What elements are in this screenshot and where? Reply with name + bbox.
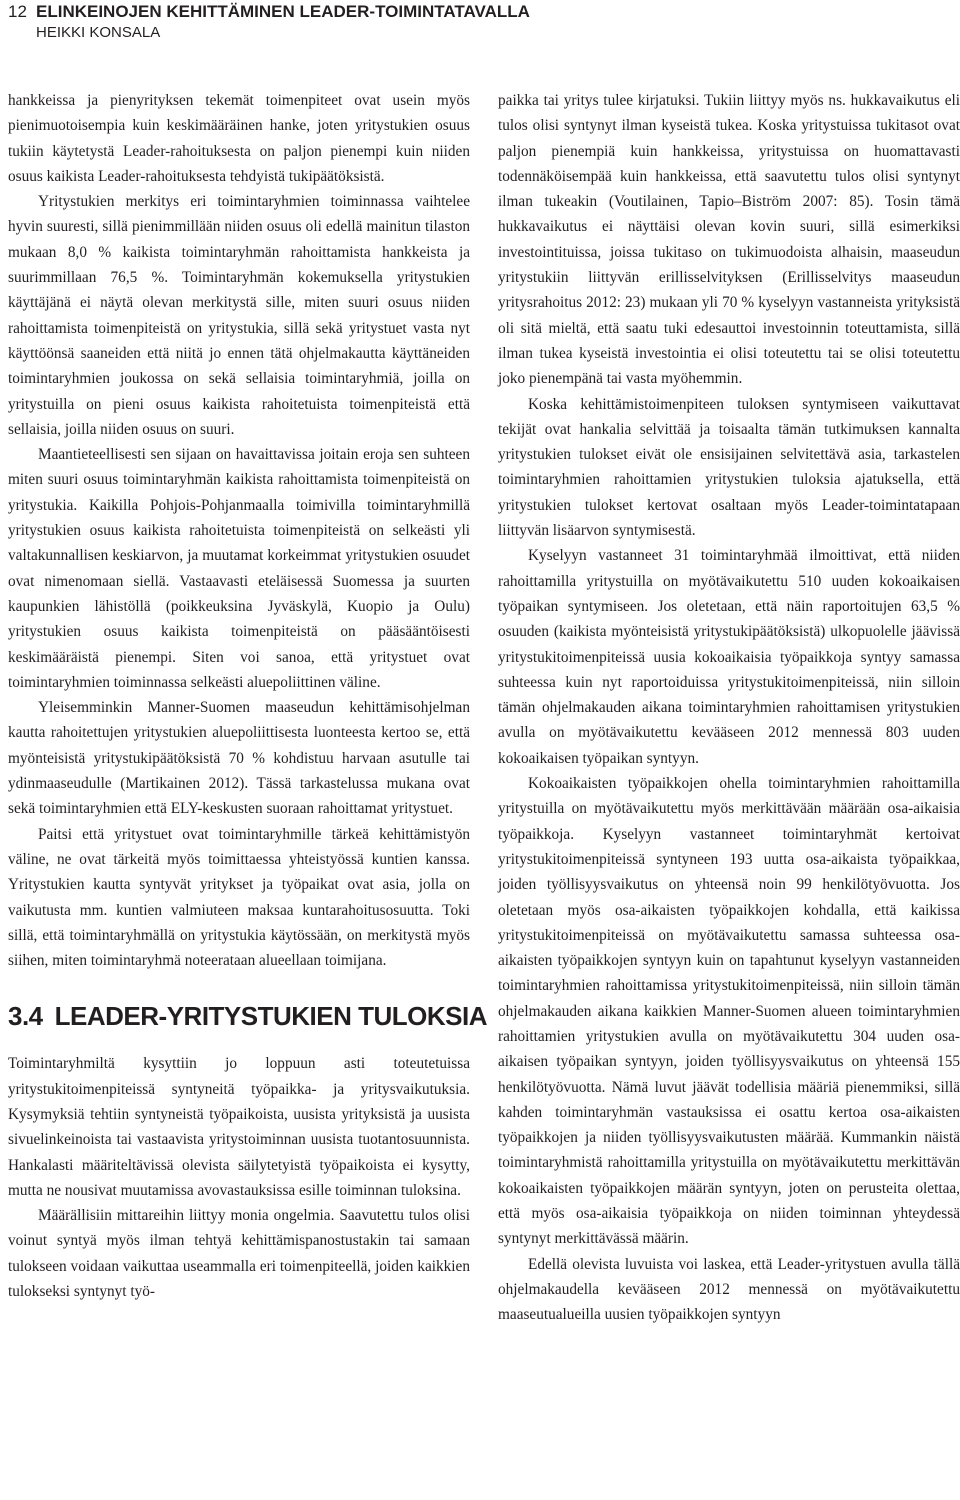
body-paragraph: Koska kehittämistoimenpiteen tuloksen syntymiseen vaikuttavat tekijät ovat hankalia selvittää ja toisaalta tämän tutkimuksen kannalta yritystukien tulokset eivät ole ensisijainen selvitettävä asia, tarkastelen toimintaryhmien rahoittamien yritystukien tuloksia ajatuksella, että yritystukien tulokset kertovat osaltaan myös Leader-toimintatapaan liittyvän lisäarvon syntymisestä. xyxy=(498,395,960,540)
body-paragraph: Yritystukien merkitys eri toimintaryhmien toiminnassa vaihtelee hyvin suuresti, sillä pienimmillään niiden osuus oli edellä mainitun tilaston mukaan 8,0 % kaikista toimintaryhmän rahoittamista hankkeista ja suurimmillaan 76,5 %. Toimintaryhmän kokemuksella yritystukien käyttäjänä ei näytä olevan merkitystä sille, miten suuri osuus niiden rahoittamista toimenpiteistä on yritystukia, sillä sekä yritystuet vasta nyt käyttöönsä saaneiden että niitä jo ennen tätä ohjelmakautta käyttäneiden toimintaryhmien joukossa on sekä sellaisia toimintaryhmiä, joilla on yritystuilla on pieni osuus kaikista rahoitetuista toimenpiteistä että sellaisia, joilla niiden osuus on suuri. xyxy=(8,193,470,438)
body-paragraph: Paitsi että yritystuet ovat toimintaryhmille tärkeä kehittämistyön väline, ne ovat tärkeitä myös toimittaessa yhteistyössä kuntien kanssa. Yritystukien kautta syntyvät yritykset ja työpaikat ovat asia, jolla on vaikutusta mm. kuntien valmiuteen maksaa kuntarahoitusosuutta. Toki sillä, että toimintaryhmällä on yritystukia käytössään, on merkitystä myös siihen, miten toimintaryhmä noteerataan alueellaan toimijana. xyxy=(8,825,470,970)
body-paragraph: Määrällisiin mittareihin liittyy monia ongelmia. Saavutettu tulos olisi voinut syntyä myös ilman tehtyä kehittämispanostustakin tai samaan tulokseen voidaan vaikuttaa useammalla eri toimenpiteellä, joiden kaikkien tulokseksi syntynyt työ- xyxy=(8,1207,470,1301)
body-paragraph: Kyselyyn vastanneet 31 toimintaryhmää ilmoittivat, että niiden rahoittamilla yritystuilla on myötävaikutettu 510 uuden kokoaikaisen työpaikan syntymiseen. Jos oletetaan, että näin raportoitujen 63,5 % osuuden (kaikista myönteisistä yritystukipäätöksistä) ulkopuolelle jäävissä yritystukitoimenpiteissä uusia kokoaikaisia työpaikkoja syntyy samassa suhteessa kuin nyt raportoiduissa yritystukitoimenpiteissä, niin silloin tämän ohjelmakauden aikana toimintaryhmien rahoittamisen yritystukien avulla on myötävaikutettu kevääseen 2012 mennessä 803 uuden kokoaikaisen työpaikan syntyyn. xyxy=(498,547,960,767)
body-paragraph: paikka tai yritys tulee kirjatuksi. Tukiin liittyy myös ns. hukkavaikutus eli tulos olisi syntynyt ilman kyseistä tukea. Koska yritystuissa tukitasot ovat paljon pienempiä kuin hankkeissa, yritystuissa on huomattavasti todennäköisempää kuin hankkeissa, että saavutettu tulos olisi syntynyt ilman tukeakin (Voutilainen, Tapio–Biström 2007: 85). Tosin tämä hukkavaikutus ei näyttäisi olevan kovin suuri, sillä esimerkiksi investointituissa, joissa tukitaso on tukimuodoista alhaisin, maaseudun yritystukiin liittyvän erillisselvityksen (Erillisselvitys maaseudun yritysrahoitus 2012: 23) mukaan yli 70 % kyselyyn vastanneista yrityksistä oli sitä mieltä, että saatu tuki edesauttoi investoinnin toteuttamista, sillä ilman tukea kyseistä investointia ei olisi toteutettu tai se olisi toteutettu joko pienempänä tai vasta myöhemmin. xyxy=(498,92,960,388)
page-number: 12 xyxy=(8,2,27,21)
body-paragraph: Maantieteellisesti sen sijaan on havaittavissa joitain eroja sen suhteen miten suuri osuus toimintaryhmän kaikista rahoittamista toimenpiteistä on yritystukia. Kaikilla Pohjois-Pohjanmaalla toimivilla toimintaryhmillä yritystukien osuus kaikista rahoitetuista toimenpiteistä on selkeästi yli valtakunnallisen keskiarvon, ja muutamat korkeimmat yritystukien osuudet ovat nimenomaan siellä. Vastaavasti eteläisessä Suomessa ja suurten kaupunkien lähistöllä (poikkeuksina Jyväskylä, Kuopio ja Oulu) yritystukien osuus kaikista toimenpiteistä on pääsääntöisesti keskimääräistä pienempi. Siten voi sanoa, että yritystuet ovat toimintaryhmien toiminnassa selkeästi aluepoliittinen väline. xyxy=(8,446,470,691)
running-title: ELINKEINOJEN KEHITTÄMINEN LEADER-TOIMINTATAVALLA xyxy=(36,2,530,21)
body-paragraph: Yleisemminkin Manner-Suomen maaseudun kehittämisohjelman kautta rahoitettujen yritystukien aluepoliittisesta luonteesta kertoo se, että myönteisistä yritystukipäätöksistä 70 % kohdistuu harvaan asutulle tai ydinmaaseudulle (Martikainen 2012). Tässä tarkastelussa mukana ovat sekä toimintaryhmien että ELY-keskusten suoraan rahoittamat yritystuet. xyxy=(8,699,470,818)
left-column xyxy=(8,88,487,1304)
section-number: 3.4 xyxy=(8,1001,43,1032)
body-paragraph: Edellä olevista luvuista voi laskea, että Leader-yritystuen avulla tällä ohjelmakaudella kevääseen 2012 mennessä on myötävaikutettu maaseutualueilla uusien työpaikkojen syntyyn xyxy=(498,1255,960,1324)
running-author: HEIKKI KONSALA xyxy=(36,24,161,41)
body-paragraph: Toimintaryhmiltä kysyttiin jo loppuun asti toteutetuissa yritystukitoimenpiteissä syntyneitä työpaikka- ja yritysvaikutuksia. Kysymyksiä tehtiin syntyneistä työpaikoista, uusista yrityksistä ja uusista sivuelinkeinoista tai vastaavista yritystoiminnan uusista tuotantosuunnista. Hankalasti määriteltävissä olevista säilytetyistä työpaikoista ei kysytty, mutta ne nousivat muutamissa avovastauksissa esille toiminnan tuloksina. xyxy=(8,1055,470,1199)
right-column xyxy=(498,88,960,1328)
section-title: LEADER-YRITYSTUKIEN TULOKSIA xyxy=(54,1001,487,1032)
section-heading xyxy=(8,999,487,1033)
body-paragraph: hankkeissa ja pienyrityksen tekemät toimenpiteet ovat usein myös pienimuotoisempia kuin keskimääräinen hanke, joten yritystukien osuus tukiin käytetystä Leader-rahoituksesta on paljon pienempi kuin niiden osuus kaikista Leader-rahoituksesta tehdyistä tukipäätöksistä. xyxy=(8,92,470,185)
body-paragraph: Kokoaikaisten työpaikkojen ohella toimintaryhmien rahoittamilla yritystuilla on myötävaikutettu myös merkittävään määrään osa-aikaisia työpaikkoja. Kyselyyn vastanneet toimintaryhmät kertoivat yritystukitoimenpiteissä syntyneen 193 uutta osa-aikaista työpaikkaa, joiden työllisyysvaikutus on yhteensä noin 99 henkilötyövuotta. Jos oletetaan myös osa-aikaisten työpaikkojen kohdalla, että kaikissa yritystukitoimenpiteissä on myötävaikutettu samassa suhteessa osa-aikaisten työpaikkojen syntyyn kuin on tapahtunut kyselyyn vastanneiden toimintaryhmien rahoittamissa yritystukitoimenpiteissä, niin silloin tämän ohjelmakauden aikana kaikkien Manner-Suomen alueen toimintaryhmien rahoittamien yritystukien avulla on myötävaikutettu 304 uuden osa-aikaisen työpaikan syntyyn, joiden työllisyysvaikutus on yhteensä 155 henkilötyövuotta. Nämä luvut jäävät todellisia määriä pienemmiksi, sillä kahden toimintaryhmän vastauksissa ei osattu kertoa osa-aikaisten työpaikkojen ja niiden työllisyysvaikutusten määrää. Kummankin näistä toimintaryhmistä rahoittamilla yritystuilla on myötävaikutettu merkittävän kokoaikaisten työpaikkojen määrän syntyyn, joten on perusteita olettaa, että myös osa-aikaisia työpaikkoja on niiden toiminnan yhteydessä syntynyt merkittävässä määrin. xyxy=(498,775,960,1248)
